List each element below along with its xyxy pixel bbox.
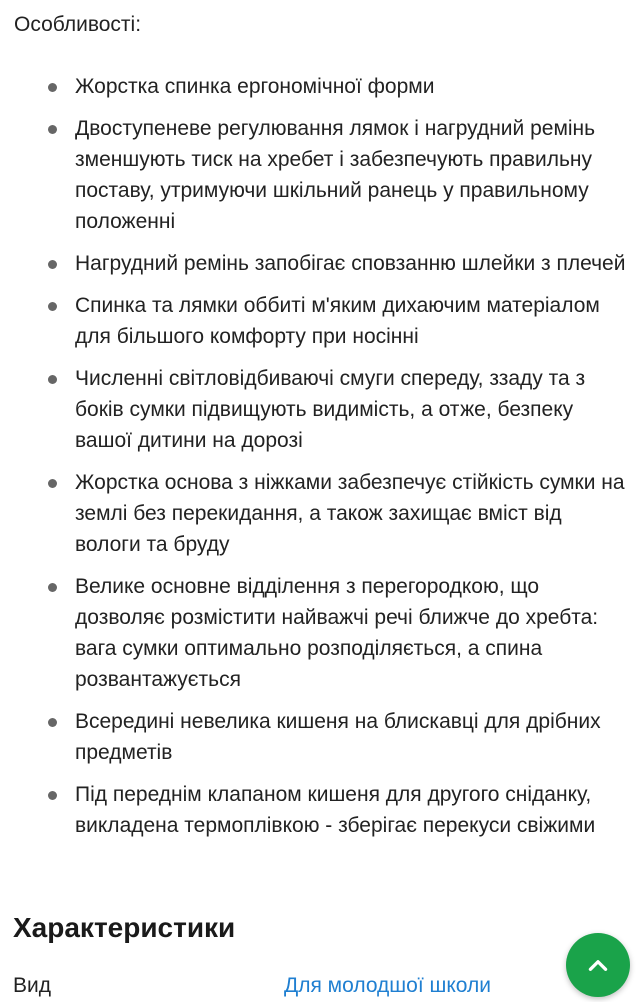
list-item [0, 113, 641, 237]
feature-text: Нагрудний ремінь запобігає сповзанню шлейки з плечей [75, 252, 626, 275]
list-item [0, 248, 641, 279]
spec-key: Вид [13, 974, 51, 997]
bullet-icon [48, 718, 57, 727]
bullet-icon [48, 375, 57, 384]
bullet-icon [48, 583, 57, 592]
spec-row [0, 970, 641, 1002]
list-item [0, 779, 641, 841]
feature-text: Велике основне відділення з перегородкою, що дозволяє розмістити найважчі речі ближче до хребта: вага сумки оптимально розподіляється, а спина розвантажується [75, 575, 599, 691]
feature-text: Всередині невелика кишеня на блискавці для дрібних предметів [75, 710, 601, 764]
list-item [0, 290, 641, 352]
feature-text: Жорстка спинка ергономічної форми [75, 75, 435, 98]
feature-text: Двоступеневе регулювання лямок і нагрудний ремінь зменшують тиск на хребет і забезпечують правильну поставу, утримуючи шкільний ранець у правильному положенні [75, 117, 596, 233]
list-item [0, 706, 641, 768]
specs-heading: Характеристики [13, 912, 236, 943]
bullet-icon [48, 302, 57, 311]
bullet-icon [48, 479, 57, 488]
list-item [0, 467, 641, 560]
chevron-up-icon [585, 952, 611, 978]
feature-text: Численні світловідбиваючі смуги спереду, ззаду та з боків сумки підвищують видимість, а отже, безпеку вашої дитини на дорозі [75, 367, 586, 452]
scroll-to-top-button[interactable] [566, 933, 630, 997]
list-item [0, 571, 641, 695]
feature-text: Жорстка основа з ніжками забезпечує стійкість сумки на землі без перекидання, а також захищає вміст від вологи та бруду [75, 471, 625, 556]
bullet-icon [48, 260, 57, 269]
features-heading: Особливості: [14, 13, 142, 36]
features-list [0, 71, 641, 852]
bullet-icon [48, 83, 57, 92]
list-item [0, 71, 641, 102]
list-item [0, 363, 641, 456]
spec-value-link[interactable]: Для молодшої школи [284, 974, 491, 997]
feature-text: Спинка та лямки оббиті м'яким дихаючим матеріалом для більшого комфорту при носінні [75, 294, 600, 348]
bullet-icon [48, 791, 57, 800]
bullet-icon [48, 125, 57, 134]
feature-text: Під переднім клапаном кишеня для другого сніданку, викладена термоплівкою - зберігає перекуси свіжими [75, 783, 596, 837]
